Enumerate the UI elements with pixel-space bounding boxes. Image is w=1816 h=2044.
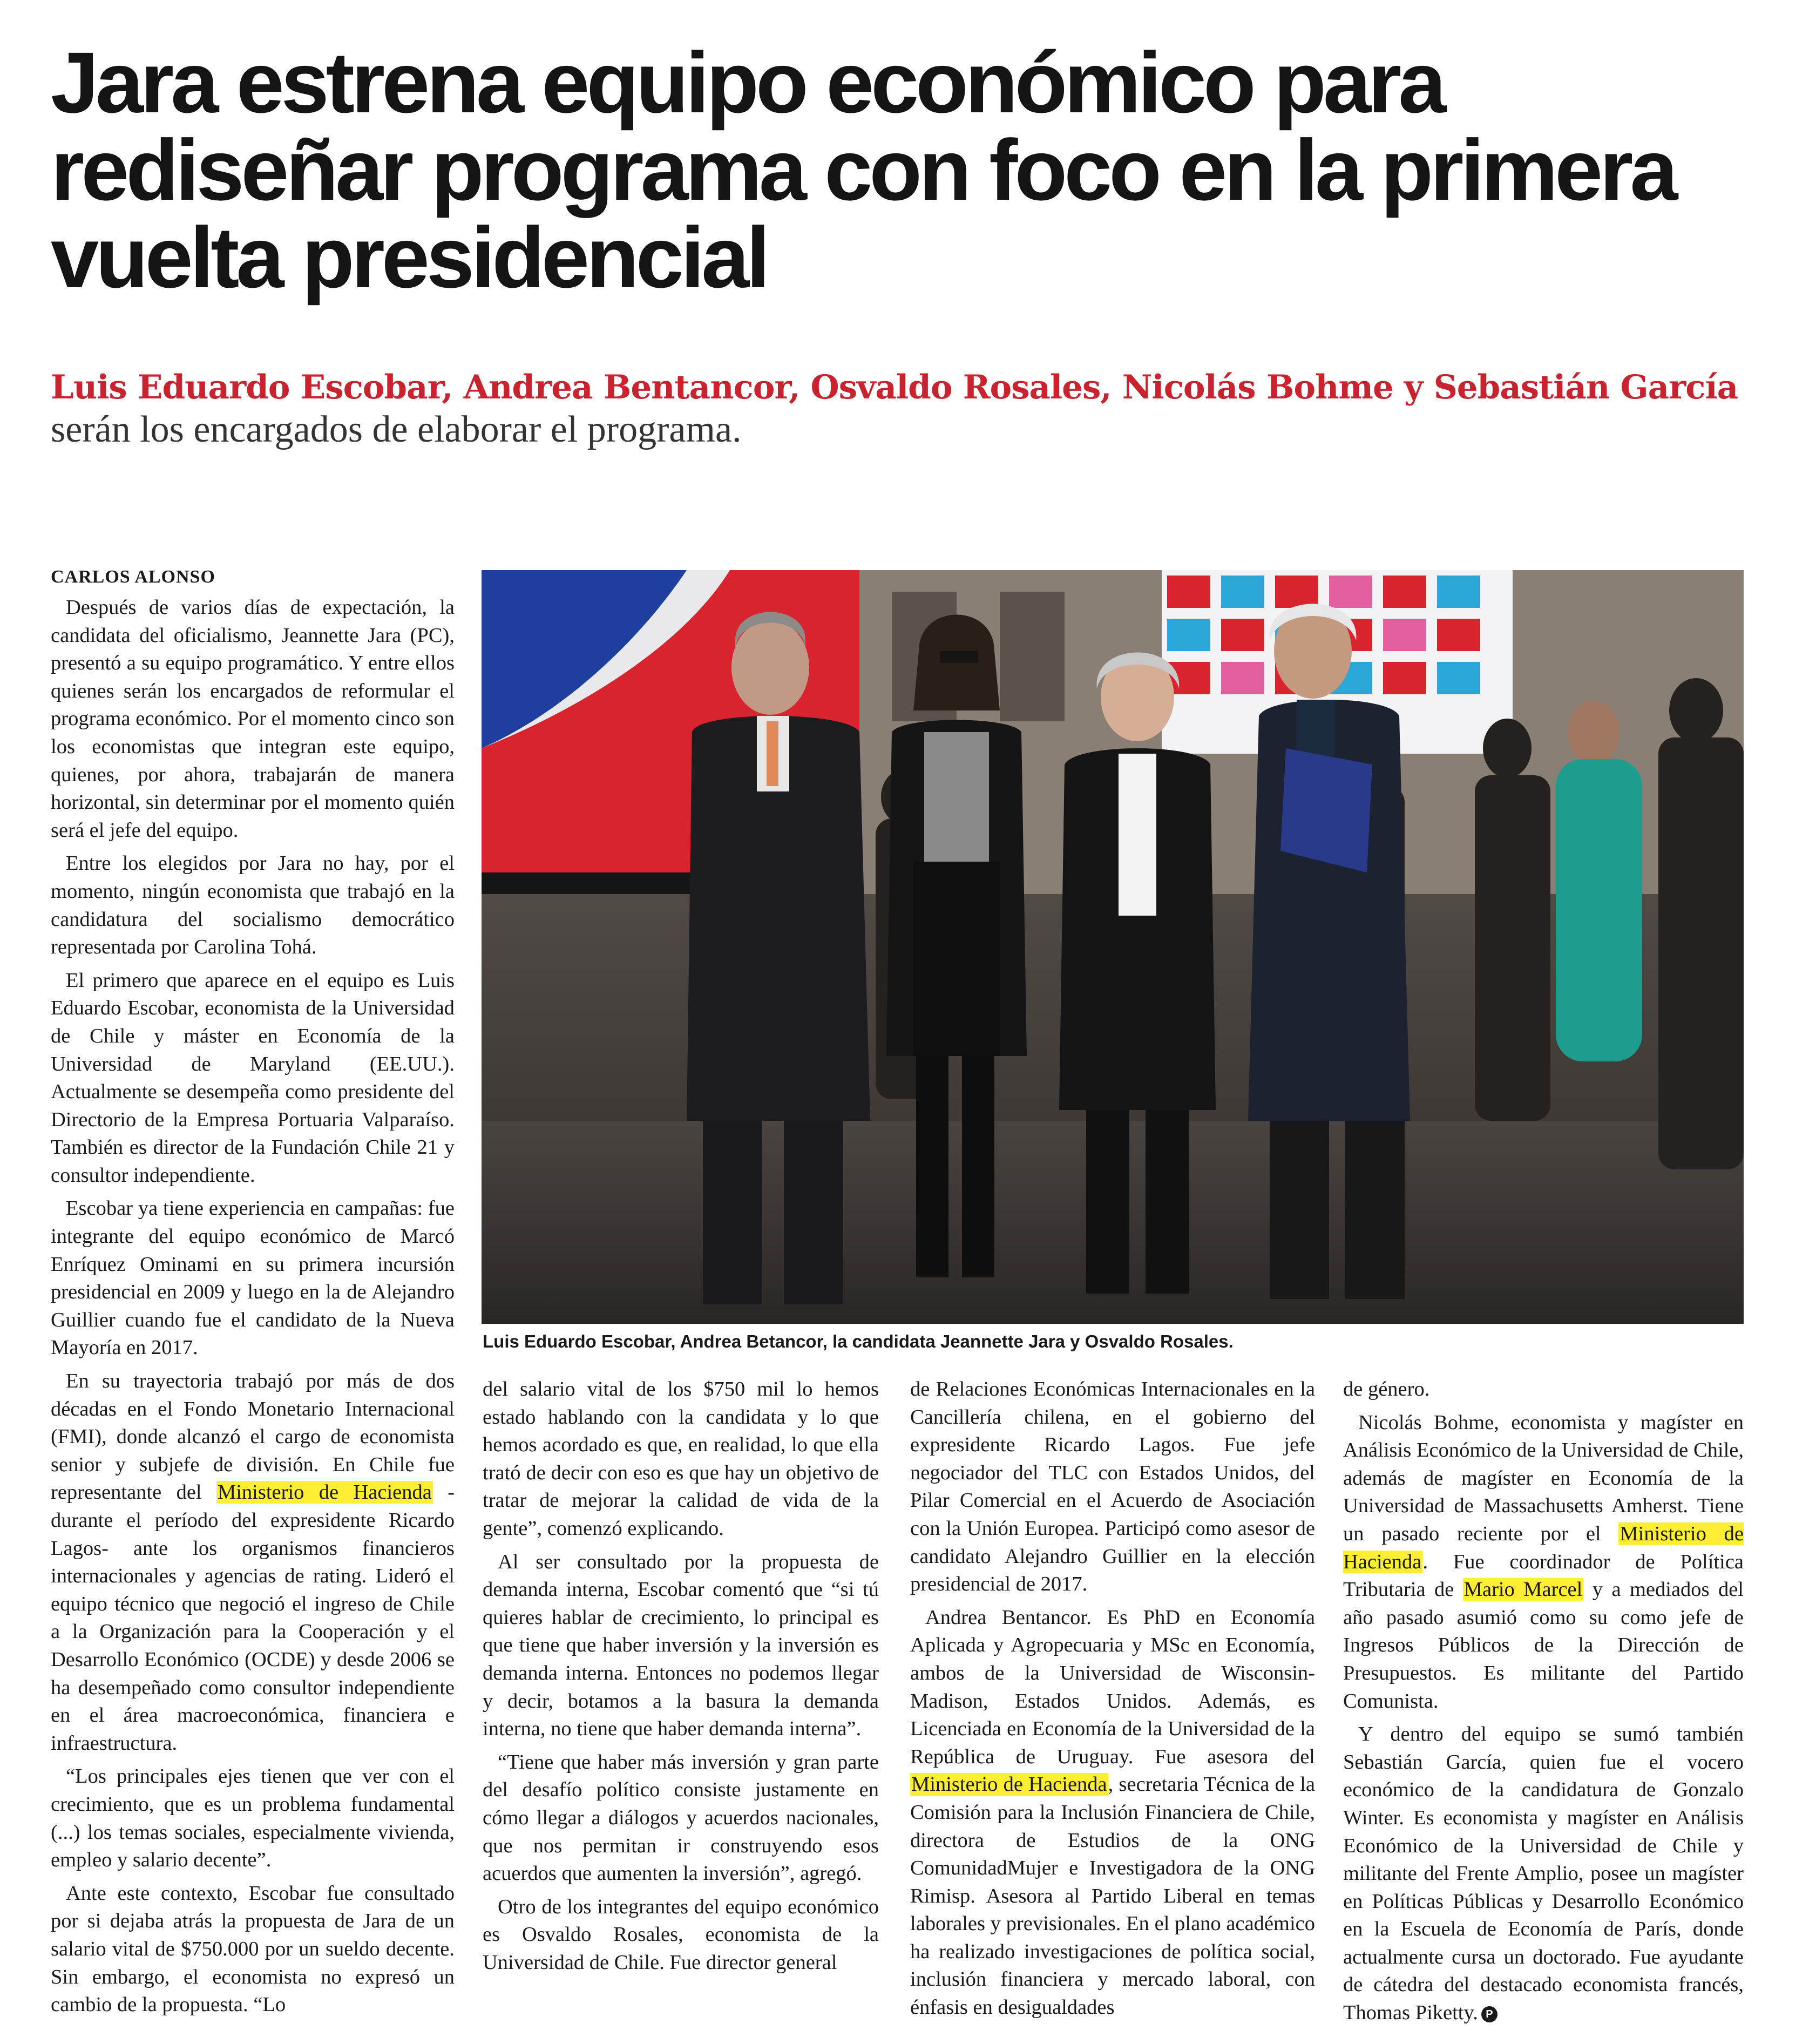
- paragraph: Ante este contexto, Escobar fue consultado por si dejaba atrás la propuesta de Jara de un salario vital de $750.000 por un sueldo decente. Sin embargo, el economista no expresó un cambio de la propuesta. “Lo: [51, 1881, 455, 2016]
- highlight-ministerio-hacienda: Ministerio de Hacienda: [1343, 1522, 1744, 1573]
- paragraph: Otro de los integrantes del equipo económico es Osvaldo Rosales, economista de la Universidad de Chile. Fue director general: [483, 1895, 879, 1974]
- paragraph: El primero que aparece en el equipo es Luis Eduardo Escobar, economista de la Universidad de Chile y máster en Economía de la Universidad de Maryland (EE.UU.). Actualmente se desempeña como presidente del Directorio de la Empresa Portuaria Valparaíso. También es director de la Fundación Chile 21 y consultor independiente.: [51, 969, 455, 1187]
- paragraph: de género.: [1343, 1378, 1430, 1400]
- paragraph: Al ser consultado por la propuesta de demanda interna, Escobar comentó que “si tú quieres hablar de crecimiento, lo principal es que tiene que haber inversión y la inversión es demanda interna. Entonces no podemos llegar y decir, botamos a la basura la demanda interna, no tiene que haber demanda interna”.: [483, 1550, 879, 1741]
- paragraph: [1343, 1409, 1744, 1716]
- paragraph: “Tiene que haber más inversión y gran parte del desafío político consiste justamente en cómo llegar a diálogos y acuerdos nacionales, que nos permitan ir construyendo esos acuerdos que aumenten la inversión”, agregó.: [483, 1750, 879, 1885]
- article-column-4: [1343, 1376, 1744, 2033]
- deck-rest: serán los encargados de elaborar el programa.: [51, 409, 742, 450]
- paragraph: [910, 1604, 1315, 2022]
- paragraph: de Relaciones Económicas Internacionales en la Cancillería chilena, en el gobierno del expresidente Ricardo Lagos. Fue jefe negociador del TLC con Estados Unidos, del Pilar Comercial en el Acuerdo de Asociación con la Unión Europea. Participó como asesor de candidato Alejandro Guillier en la elección presidencial de 2017.: [910, 1378, 1315, 1596]
- text: Andrea Bentancor. Es PhD en Economía Aplicada y Agropecuaria y MSc en Economía, ambos de la Universidad de Wisconsin-Madison, Estados Unidos. Además, es Licenciada en Economía de la Universidad de la República de Uruguay. Fue asesora del: [910, 1606, 1315, 1768]
- paragraph: [51, 1368, 455, 1757]
- highlight-ministerio-hacienda: Ministerio de Hacienda: [217, 1481, 432, 1504]
- article-column-1: [51, 594, 455, 2025]
- paragraph: “Los principales ejes tienen que ver con el crecimiento, que es un problema fundamental (...) los temas sociales, especialmente vivienda, empleo y salario decente”.: [51, 1765, 455, 1872]
- text: y a mediados del año pasado asumió como su como jefe de Ingresos Públicos de la Dirección de Presupuestos. Es militante del Partido Comunista.: [1343, 1578, 1744, 1713]
- article-column-2: [483, 1376, 879, 1982]
- deck: [51, 367, 1751, 451]
- article-column-3: [910, 1376, 1315, 2027]
- news-photo: [482, 570, 1744, 1324]
- text: En su trayectoria trabajó por más de dos décadas en el Fondo Monetario Internacional (FMI), donde alcanzó el cargo de economista senior y subjefe de división. En Chile fue representante del: [51, 1370, 455, 1504]
- photo-caption: Luis Eduardo Escobar, Andrea Betancor, la candidata Jeannette Jara y Osvaldo Rosales.: [483, 1331, 1234, 1351]
- byline: CARLOS ALONSO: [51, 567, 215, 587]
- headline: Jara estrena equipo económico para rediseñar programa con foco en la primera vuelta presidencial: [51, 34, 1675, 306]
- paragraph: del salario vital de los $750 mil lo hemos estado hablando con la candidata y lo que hemos acordado es que, en realidad, lo que ella trató de decir con eso es que hay un objetivo de tratar de mejorar la calidad de vida de la gente”, comenzó explicando.: [483, 1378, 879, 1540]
- paragraph: Entre los elegidos por Jara no hay, por el momento, ningún economista que trabajó en la candidatura del socialismo democrático representada por Carolina Tohá.: [51, 852, 455, 959]
- text: Y dentro del equipo se sumó también Sebastián García, quien fue el vocero económico de la candidatura de Gonzalo Winter. Es economista y magíster en Análisis Económico de la Universidad de Chile y militante del Frente Amplio, posee un magíster en Políticas Públicas y Desarrollo Económico en la Escuela de Economía de París, donde actualmente cursa un doctorado. Fue ayudante de cátedra del destacado economista francés, Thomas Piketty.: [1343, 1723, 1744, 2025]
- end-mark-icon: P: [1481, 2006, 1497, 2022]
- paragraph: Después de varios días de expectación, la candidata del oficialismo, Jeannette Jara (PC), presentó a su equipo programático. Y entre ellos quienes serán los encargados de reformular el programa económico. Por el momento cinco son los economistas que integran este equipo, quienes, por ahora, trabajarán de manera horizontal, sin determinar por el momento quién será el jefe del equipo.: [51, 596, 455, 842]
- text: , secretaria Técnica de la Comisión para la Inclusión Financiera de Chile, directora de Estudios de la ONG ComunidadMujer e Investigadora de la ONG Rimisp. Asesora al Partido Liberal en temas laborales y previsionales. En el plano académico ha realizado investigaciones de política social, inclusión financiera y mercado laboral, con énfasis en desigualdades: [910, 1773, 1315, 2019]
- text: . Fue coordinador de Política Tributaria de: [1343, 1550, 1744, 1601]
- photo-illustration: [482, 570, 1744, 1324]
- text: - durante el período del expresidente Ricardo Lagos- ante los organismos financieros internacionales y agencias de rating. Lideró el equipo técnico que negoció el ingreso de Chile a la Organización para la Cooperación y el Desarrollo Económico (OCDE) y desde 2006 se ha desempeñado como consultor independiente en el área macroeconómica, financiera e infraestructura.: [51, 1481, 455, 1755]
- paragraph: [1343, 1721, 1744, 2027]
- paragraph: Escobar ya tiene experiencia en campañas: fue integrante del equipo económico de Marcó Enríquez Ominami en su primera incursión presidencial en 2009 y luego en la de Alejandro Guillier cuando fue el candidato de la Nueva Mayoría en 2017.: [51, 1197, 455, 1359]
- text: Nicolás Bohme, economista y magíster en Análisis Económico de la Universidad de Chile, además de magíster en Economía de la Universidad de Massachusetts Amherst. Tiene un pasado reciente por el: [1343, 1411, 1744, 1545]
- deck-names: Luis Eduardo Escobar, Andrea Bentancor, Osvaldo Rosales, Nicolás Bohme y Sebastián García: [51, 368, 1738, 407]
- highlight-mario-marcel: Mario Marcel: [1463, 1578, 1583, 1601]
- highlight-ministerio-hacienda: Ministerio de Hacienda: [911, 1773, 1107, 1796]
